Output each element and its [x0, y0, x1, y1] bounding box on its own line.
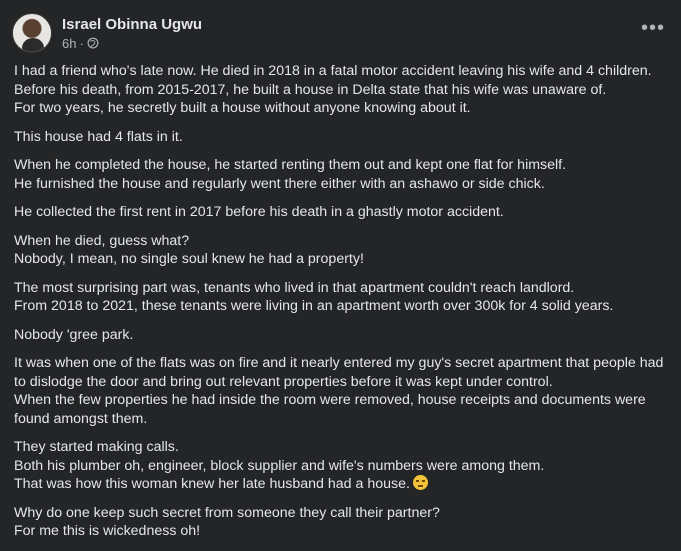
- post-paragraph: The most surprising part was, tenants who lived in that apartment couldn't reach landlord. From 2018 to 2021, these tenants were living in an apartment worth over 300k for 4 solid years.: [14, 279, 614, 314]
- post-paragraph: When he died, guess what? Nobody, I mean, no single soul knew he had a property!: [14, 232, 364, 267]
- author-name[interactable]: Israel Obinna Ugwu: [62, 15, 203, 33]
- post-time-row: [62, 35, 202, 52]
- post-paragraph: It was when one of the flats was on fire and it nearly entered my guy's secret apartment that people had to dislodge the door and bring out relevant properties before it was kept under control. When the few properties he had inside the room were removed, house receipts and documents were found amongst them.: [14, 355, 664, 427]
- unamused-face-emoji-icon: [413, 475, 428, 490]
- author-avatar[interactable]: [12, 13, 52, 53]
- more-options-button[interactable]: [639, 18, 667, 38]
- more-horizontal-icon: •••: [640, 16, 665, 39]
- post-paragraph: I had a friend who's late now. He died in 2018 in a fatal motor accident leaving his wife and 4 children. Before his death, from 2015-2017, he built a house in Delta state that his wife was unaware of. For two years, he secretly built a house without anyone knowing about it.: [14, 63, 652, 116]
- separator-dot: ·: [79, 35, 84, 51]
- post-timestamp[interactable]: 6h: [62, 35, 77, 51]
- post-body: [14, 62, 674, 551]
- post-paragraph: He collected the first rent in 2017 before his death in a ghastly motor accident.: [14, 204, 504, 220]
- post-paragraph: Why do one keep such secret from someone they call their partner? For me this is wickedness oh!: [14, 504, 440, 539]
- globe-icon[interactable]: [87, 37, 99, 49]
- post-paragraph: Nobody 'gree park.: [14, 326, 134, 343]
- post-paragraph-with-emoji: [14, 438, 674, 494]
- post-meta: [62, 15, 202, 52]
- post-paragraph-text: They started making calls. Both his plumber oh, engineer, block supplier and wife's numbers were among them. That was how this woman knew her late husband had a house.: [14, 439, 545, 492]
- post-paragraph: This house had 4 flats in it.: [14, 128, 183, 145]
- post-paragraph: When he completed the house, he started renting them out and kept one flat for himself. He furnished the house and regularly went there either with an ashawo or side chick.: [14, 157, 567, 192]
- post-header: [12, 12, 202, 54]
